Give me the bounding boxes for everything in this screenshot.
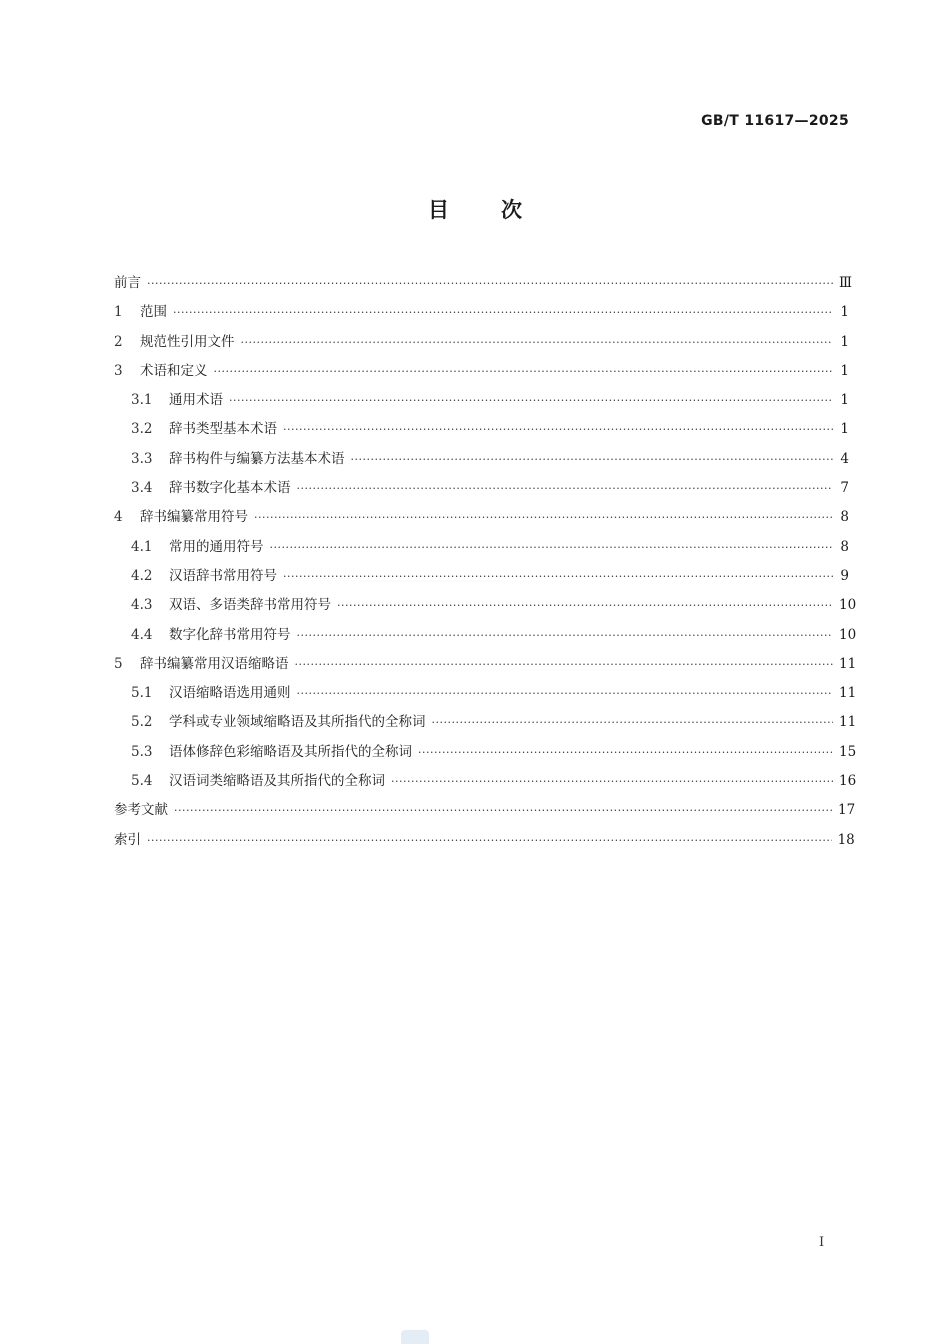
toc-entry-page: 10 — [839, 626, 857, 643]
toc-entry-number: 5.4 — [131, 773, 153, 790]
toc-entry[interactable] — [114, 767, 857, 796]
toc-entry-number: 5.1 — [131, 685, 153, 702]
toc-leader-dots — [254, 503, 833, 532]
toc-entry-number: 4.2 — [131, 567, 153, 584]
toc-entry[interactable] — [114, 415, 849, 444]
toc-entry-page: 11 — [839, 714, 857, 731]
toc-entry-number: 2 — [114, 333, 123, 350]
toc-leader-dots — [432, 708, 834, 737]
toc-leader-dots — [351, 445, 834, 474]
toc-entry-page: 8 — [840, 538, 849, 555]
toc-entry[interactable] — [114, 679, 857, 708]
toc-leader-dots — [147, 269, 833, 298]
toc-entry-number: 4 — [114, 509, 123, 526]
toc-leader-dots — [241, 328, 834, 357]
toc-entry[interactable] — [114, 650, 857, 679]
toc-leader-dots — [270, 533, 834, 562]
toc-leader-dots — [297, 679, 834, 708]
toc-leader-dots — [418, 738, 833, 767]
toc-entry-label: 汉语辞书常用符号 — [169, 567, 277, 584]
watermark-logo — [401, 1330, 429, 1344]
toc-leader-dots — [297, 474, 834, 503]
toc-leader-dots — [173, 298, 833, 327]
toc-entry-label: 双语、多语类辞书常用符号 — [169, 597, 331, 614]
standard-code: GB/T 11617—2025 — [701, 113, 849, 129]
toc-entry-label: 语体修辞色彩缩略语及其所指代的全称词 — [169, 743, 412, 760]
toc-leader-dots — [283, 415, 833, 444]
toc-entry[interactable] — [114, 298, 849, 327]
toc-entry-number: 5.3 — [131, 743, 153, 760]
toc-entry-number: 3.3 — [131, 450, 153, 467]
toc-entry[interactable] — [114, 826, 855, 855]
toc-entry[interactable] — [114, 328, 849, 357]
toc-entry[interactable] — [114, 386, 849, 415]
toc-entry[interactable] — [114, 591, 857, 620]
toc-entry-number: 3.2 — [131, 421, 153, 438]
toc-entry[interactable] — [114, 621, 857, 650]
toc-entry-page: 4 — [840, 450, 849, 467]
toc-entry-page: 10 — [839, 597, 857, 614]
toc-leader-dots — [283, 562, 833, 591]
toc-entry-page: 1 — [840, 362, 849, 379]
toc-entry-page: 1 — [840, 333, 849, 350]
toc-entry[interactable] — [114, 269, 853, 298]
toc-entry-label: 辞书编纂常用汉语缩略语 — [140, 655, 289, 672]
table-of-contents — [114, 269, 857, 855]
toc-title: 目次 — [428, 198, 574, 222]
toc-entry[interactable] — [114, 796, 856, 825]
toc-entry-label: 辞书构件与编纂方法基本术语 — [169, 450, 345, 467]
toc-entry-page: 1 — [840, 392, 849, 409]
toc-entry-label: 前言 — [114, 275, 141, 291]
toc-entry[interactable] — [114, 445, 849, 474]
toc-leader-dots — [214, 357, 834, 386]
toc-entry-label: 辞书类型基本术语 — [169, 421, 277, 438]
toc-leader-dots — [391, 767, 833, 796]
toc-entry-label: 参考文献 — [114, 802, 168, 819]
toc-entry-label: 数字化辞书常用符号 — [169, 626, 291, 643]
toc-leader-dots — [229, 386, 833, 415]
toc-entry-page: 11 — [839, 655, 857, 672]
toc-entry[interactable] — [114, 503, 849, 532]
toc-entry[interactable] — [114, 562, 849, 591]
toc-entry-label: 术语和定义 — [140, 362, 208, 379]
toc-entry-number: 3 — [114, 362, 123, 379]
toc-entry-page: 7 — [840, 480, 849, 497]
toc-entry-label: 汉语词类缩略语及其所指代的全称词 — [169, 773, 385, 790]
toc-entry-label: 规范性引用文件 — [140, 333, 235, 350]
page-number: Ⅰ — [819, 1235, 825, 1250]
toc-entry-label: 范围 — [140, 304, 167, 321]
toc-leader-dots — [295, 650, 834, 679]
toc-entry-label: 汉语缩略语选用通则 — [169, 685, 291, 702]
toc-leader-dots — [337, 591, 833, 620]
toc-entry-label: 学科或专业领域缩略语及其所指代的全称词 — [169, 714, 426, 731]
toc-leader-dots — [174, 796, 832, 825]
toc-entry-page: 18 — [837, 831, 855, 848]
toc-entry-label: 常用的通用符号 — [169, 538, 264, 555]
toc-entry-number: 1 — [114, 304, 123, 321]
toc-entry-number: 4.3 — [131, 597, 153, 614]
toc-entry[interactable] — [114, 357, 849, 386]
toc-entry-page: 15 — [839, 743, 857, 760]
toc-entry-label: 通用术语 — [169, 392, 223, 409]
toc-entry-page: Ⅲ — [839, 275, 853, 291]
toc-entry-number: 5.2 — [131, 714, 153, 731]
toc-entry[interactable] — [114, 533, 849, 562]
toc-entry-number: 5 — [114, 655, 123, 672]
toc-leader-dots — [147, 826, 832, 855]
toc-entry-number: 3.1 — [131, 392, 153, 409]
toc-entry[interactable] — [114, 474, 849, 503]
toc-entry-page: 9 — [840, 567, 849, 584]
toc-entry-number: 4.4 — [131, 626, 153, 643]
toc-entry-page: 8 — [840, 509, 849, 526]
toc-entry-label: 索引 — [114, 831, 141, 848]
toc-entry-label: 辞书数字化基本术语 — [169, 480, 291, 497]
toc-entry-number: 4.1 — [131, 538, 153, 555]
toc-entry-page: 1 — [840, 421, 849, 438]
toc-entry[interactable] — [114, 738, 857, 767]
toc-entry-page: 16 — [839, 773, 857, 790]
toc-entry[interactable] — [114, 708, 857, 737]
toc-entry-page: 17 — [838, 802, 856, 819]
toc-entry-label: 辞书编纂常用符号 — [140, 509, 248, 526]
toc-entry-number: 3.4 — [131, 480, 153, 497]
toc-entry-page: 11 — [839, 685, 857, 702]
toc-entry-page: 1 — [840, 304, 849, 321]
toc-leader-dots — [297, 621, 834, 650]
